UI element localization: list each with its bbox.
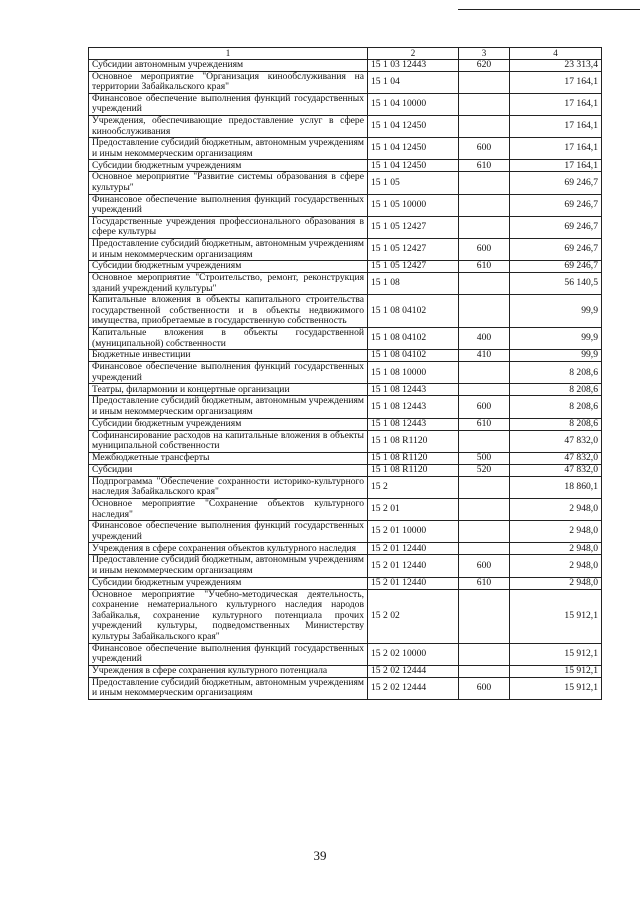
row-code-cell: 15 1 05 (368, 172, 459, 194)
row-type-cell: 610 (459, 160, 510, 172)
row-code-cell: 15 2 01 (368, 499, 459, 521)
row-name-cell: Субсидии автономным учреждениям (89, 59, 368, 71)
row-name-cell: Субсидии бюджетным учреждениям (89, 577, 368, 589)
row-type-cell (459, 295, 510, 328)
row-type-cell: 520 (459, 464, 510, 476)
row-code-cell: 15 2 01 12440 (368, 555, 459, 577)
row-type-cell: 610 (459, 261, 510, 273)
table-row (89, 138, 602, 160)
table-row (89, 172, 602, 194)
row-name-cell: Учреждения в сфере сохранения объектов культурного наследия (89, 543, 368, 555)
row-code-cell: 15 1 08 10000 (368, 362, 459, 384)
row-name-cell: Субсидии бюджетным учреждениям (89, 160, 368, 172)
row-code-cell: 15 1 04 12450 (368, 138, 459, 160)
table-row (89, 543, 602, 555)
row-amount-cell: 2 948,0 (510, 555, 602, 577)
row-amount-cell: 8 208,6 (510, 396, 602, 418)
row-name-cell: Капитальные вложения в объекты государственной (муниципальной) собственности (89, 328, 368, 350)
table-row (89, 665, 602, 677)
row-code-cell: 15 1 08 R1120 (368, 464, 459, 476)
table-row (89, 476, 602, 498)
row-type-cell: 600 (459, 555, 510, 577)
row-amount-cell: 47 832,0 (510, 430, 602, 452)
table-row (89, 93, 602, 115)
row-type-cell (459, 499, 510, 521)
header-col-1: 1 (89, 48, 368, 60)
row-type-cell: 410 (459, 350, 510, 362)
row-type-cell (459, 589, 510, 643)
header-col-2: 2 (368, 48, 459, 60)
row-type-cell (459, 476, 510, 498)
table-row (89, 643, 602, 665)
row-type-cell (459, 362, 510, 384)
row-type-cell (459, 115, 510, 137)
row-name-cell: Субсидии (89, 464, 368, 476)
row-code-cell: 15 1 05 10000 (368, 194, 459, 216)
row-name-cell: Учреждения, обеспечивающие предоставление услуг в сфере кинообслуживания (89, 115, 368, 137)
table-row (89, 273, 602, 295)
row-code-cell: 15 2 01 12440 (368, 577, 459, 589)
header-row (89, 48, 602, 60)
row-amount-cell: 8 208,6 (510, 362, 602, 384)
row-name-cell: Предоставление субсидий бюджетным, автономным учреждениям и иным некоммерческим организациям (89, 138, 368, 160)
row-code-cell: 15 2 02 10000 (368, 643, 459, 665)
row-amount-cell: 69 246,7 (510, 238, 602, 260)
row-code-cell: 15 2 02 12444 (368, 665, 459, 677)
row-code-cell: 15 1 08 (368, 273, 459, 295)
row-amount-cell: 17 164,1 (510, 93, 602, 115)
row-code-cell: 15 2 01 12440 (368, 543, 459, 555)
row-name-cell: Подпрограмма "Обеспечение сохранности историко-культурного наследия Забайкальского края" (89, 476, 368, 498)
row-type-cell: 400 (459, 328, 510, 350)
table-row (89, 71, 602, 93)
row-name-cell: Финансовое обеспечение выполнения функций государственных учреждений (89, 643, 368, 665)
row-name-cell: Финансовое обеспечение выполнения функций государственных учреждений (89, 194, 368, 216)
row-name-cell: Финансовое обеспечение выполнения функций государственных учреждений (89, 521, 368, 543)
row-name-cell: Государственные учреждения профессионального образования в сфере культуры (89, 216, 368, 238)
row-amount-cell: 15 912,1 (510, 589, 602, 643)
table-row (89, 499, 602, 521)
row-amount-cell: 47 832,0 (510, 452, 602, 464)
row-type-cell (459, 93, 510, 115)
table-row (89, 577, 602, 589)
row-name-cell: Предоставление субсидий бюджетным, автономным учреждениям и иным некоммерческим организациям (89, 238, 368, 260)
row-code-cell: 15 1 03 12443 (368, 59, 459, 71)
row-code-cell: 15 1 04 12450 (368, 160, 459, 172)
row-amount-cell: 69 246,7 (510, 216, 602, 238)
table-row (89, 115, 602, 137)
table-row (89, 430, 602, 452)
row-name-cell: Финансовое обеспечение выполнения функций государственных учреждений (89, 93, 368, 115)
row-type-cell (459, 643, 510, 665)
page-number: 39 (313, 848, 327, 863)
table-row (89, 59, 602, 71)
row-name-cell: Основное мероприятие "Развитие системы образования в сфере культуры" (89, 172, 368, 194)
row-code-cell: 15 1 08 R1120 (368, 452, 459, 464)
table-row (89, 521, 602, 543)
row-name-cell: Предоставление субсидий бюджетным, автономным учреждениям и иным некоммерческим организациям (89, 677, 368, 699)
row-name-cell: Театры, филармонии и концертные организации (89, 384, 368, 396)
row-amount-cell: 15 912,1 (510, 677, 602, 699)
table-row (89, 418, 602, 430)
table-row (89, 238, 602, 260)
row-type-cell (459, 665, 510, 677)
table-row (89, 464, 602, 476)
row-amount-cell: 15 912,1 (510, 665, 602, 677)
row-name-cell: Субсидии бюджетным учреждениям (89, 418, 368, 430)
row-amount-cell: 47 832,0 (510, 464, 602, 476)
row-type-cell (459, 273, 510, 295)
row-type-cell (459, 430, 510, 452)
row-amount-cell: 8 208,6 (510, 418, 602, 430)
row-code-cell: 15 1 08 R1120 (368, 430, 459, 452)
row-type-cell (459, 172, 510, 194)
row-amount-cell: 8 208,6 (510, 384, 602, 396)
row-code-cell: 15 1 04 (368, 71, 459, 93)
table-row (89, 261, 602, 273)
row-type-cell: 600 (459, 677, 510, 699)
budget-table (88, 47, 602, 700)
row-name-cell: Софинансирование расходов на капитальные вложения в объекты муниципальной собственности (89, 430, 368, 452)
row-name-cell: Основное мероприятие "Сохранение объектов культурного наследия" (89, 499, 368, 521)
table-row (89, 677, 602, 699)
table-row (89, 589, 602, 643)
row-amount-cell: 15 912,1 (510, 643, 602, 665)
table-row (89, 384, 602, 396)
row-name-cell: Предоставление субсидий бюджетным, автономным учреждениям и иным некоммерческим организациям (89, 396, 368, 418)
row-type-cell: 600 (459, 238, 510, 260)
row-name-cell: Основное мероприятие "Строительство, ремонт, реконструкция зданий учреждений культуры" (89, 273, 368, 295)
table-row (89, 350, 602, 362)
row-amount-cell: 99,9 (510, 328, 602, 350)
row-amount-cell: 2 948,0 (510, 521, 602, 543)
row-amount-cell: 69 246,7 (510, 194, 602, 216)
row-code-cell: 15 1 05 12427 (368, 216, 459, 238)
table-row (89, 452, 602, 464)
header-col-3: 3 (459, 48, 510, 60)
row-amount-cell: 99,9 (510, 295, 602, 328)
row-code-cell: 15 1 05 12427 (368, 261, 459, 273)
row-amount-cell: 2 948,0 (510, 577, 602, 589)
row-type-cell (459, 384, 510, 396)
table-row (89, 295, 602, 328)
table-row (89, 396, 602, 418)
row-type-cell: 600 (459, 138, 510, 160)
table-row (89, 194, 602, 216)
row-type-cell: 500 (459, 452, 510, 464)
row-code-cell: 15 1 08 12443 (368, 418, 459, 430)
row-amount-cell: 69 246,7 (510, 172, 602, 194)
row-amount-cell: 23 313,4 (510, 59, 602, 71)
row-name-cell: Межбюджетные трансферты (89, 452, 368, 464)
row-code-cell: 15 1 08 12443 (368, 396, 459, 418)
table-row (89, 160, 602, 172)
row-name-cell: Учреждения в сфере сохранения культурного потенциала (89, 665, 368, 677)
row-code-cell: 15 2 01 10000 (368, 521, 459, 543)
row-code-cell: 15 1 08 04102 (368, 295, 459, 328)
row-amount-cell: 69 246,7 (510, 261, 602, 273)
row-code-cell: 15 1 05 12427 (368, 238, 459, 260)
row-name-cell: Основное мероприятие "Учебно-методическая деятельность, сохранение нематериального культурного наследия народов Забайкалья, сохранение культурного потенциала прочих учреждений культуры, подведомственных Министерству культуры Забайкальского края" (89, 589, 368, 643)
row-code-cell: 15 2 02 12444 (368, 677, 459, 699)
row-name-cell: Предоставление субсидий бюджетным, автономным учреждениям и иным некоммерческим организациям (89, 555, 368, 577)
header-col-4: 4 (510, 48, 602, 60)
row-amount-cell: 2 948,0 (510, 499, 602, 521)
row-type-cell (459, 521, 510, 543)
row-type-cell: 600 (459, 396, 510, 418)
row-type-cell: 610 (459, 418, 510, 430)
table-row (89, 216, 602, 238)
row-amount-cell: 2 948,0 (510, 543, 602, 555)
table-row (89, 362, 602, 384)
row-name-cell: Субсидии бюджетным учреждениям (89, 261, 368, 273)
row-code-cell: 15 1 08 12443 (368, 384, 459, 396)
row-amount-cell: 17 164,1 (510, 138, 602, 160)
row-code-cell: 15 1 04 10000 (368, 93, 459, 115)
row-name-cell: Финансовое обеспечение выполнения функций государственных учреждений (89, 362, 368, 384)
row-code-cell: 15 1 04 12450 (368, 115, 459, 137)
row-name-cell: Бюджетные инвестиции (89, 350, 368, 362)
table-row (89, 328, 602, 350)
row-amount-cell: 56 140,5 (510, 273, 602, 295)
row-type-cell: 610 (459, 577, 510, 589)
row-type-cell (459, 71, 510, 93)
row-amount-cell: 18 860,1 (510, 476, 602, 498)
row-type-cell (459, 216, 510, 238)
table-body (89, 59, 602, 699)
row-code-cell: 15 2 02 (368, 589, 459, 643)
row-code-cell: 15 2 (368, 476, 459, 498)
row-code-cell: 15 1 08 04102 (368, 328, 459, 350)
row-type-cell: 620 (459, 59, 510, 71)
row-code-cell: 15 1 08 04102 (368, 350, 459, 362)
top-rule (458, 9, 640, 10)
row-type-cell (459, 543, 510, 555)
row-amount-cell: 17 164,1 (510, 160, 602, 172)
row-name-cell: Основное мероприятие "Организация кинообслуживания на территории Забайкальского края" (89, 71, 368, 93)
row-amount-cell: 17 164,1 (510, 115, 602, 137)
row-amount-cell: 17 164,1 (510, 71, 602, 93)
row-amount-cell: 99,9 (510, 350, 602, 362)
row-type-cell (459, 194, 510, 216)
row-name-cell: Капитальные вложения в объекты капитального строительства государственной собственности и в объекты недвижимого имущества, приобретаемые в государственную собственность (89, 295, 368, 328)
table-row (89, 555, 602, 577)
